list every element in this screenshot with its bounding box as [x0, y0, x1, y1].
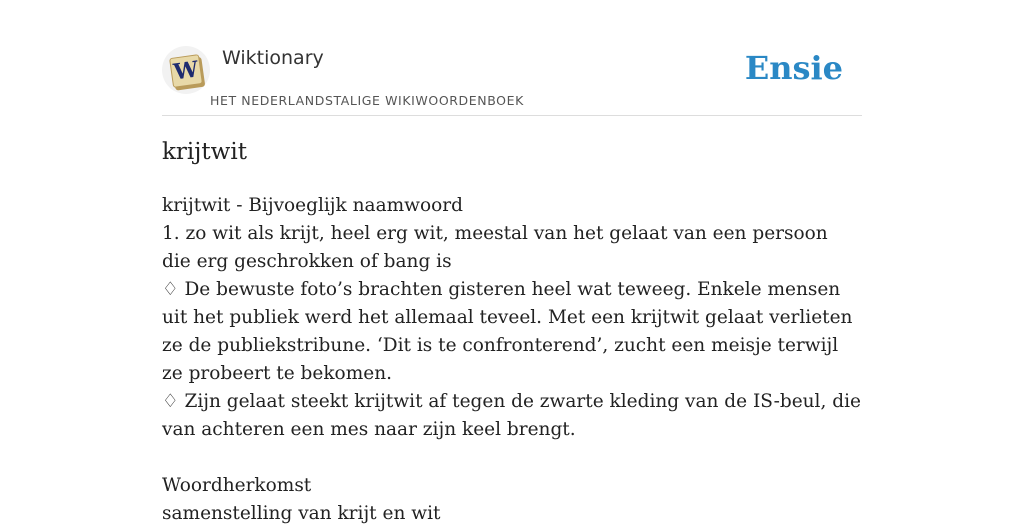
- entry-heading: krijtwit - Bijvoeglijk naamwoord: [162, 195, 463, 216]
- entry-definition: 1. zo wit als krijt, heel erg wit, meestal van het gelaat van een persoon die erg geschrokken of bang is: [162, 223, 828, 272]
- site-header: [162, 40, 862, 116]
- page-title: krijtwit: [162, 139, 247, 165]
- wiktionary-tile-icon: W: [169, 54, 203, 88]
- entry-example: ♢ Zijn gelaat steekt krijtwit af tegen de zwarte kleding van de IS-beul, die van achteren een mes naar zijn keel brengt.: [162, 391, 861, 440]
- site-subtitle: HET NEDERLANDSTALIGE WIKIWOORDENBOEK: [210, 93, 524, 108]
- entry-content: [162, 192, 862, 528]
- ensie-brand-logo[interactable]: Ensie: [744, 49, 843, 87]
- etymology-heading: Woordherkomst: [162, 475, 312, 496]
- wiktionary-logo[interactable]: [162, 46, 210, 94]
- entry-example: ♢ De bewuste foto’s brachten gisteren heel wat teweeg. Enkele mensen uit het publiek werd het allemaal teveel. Met een krijtwit gelaat verlieten ze de publiekstribune. ‘Dit is te confronterend’, zucht een meisje terwijl ze probeert te bekomen.: [162, 279, 853, 384]
- section-spacer: [162, 444, 862, 472]
- site-name[interactable]: Wiktionary: [222, 47, 324, 69]
- etymology-text: samenstelling van krijt en wit: [162, 503, 441, 524]
